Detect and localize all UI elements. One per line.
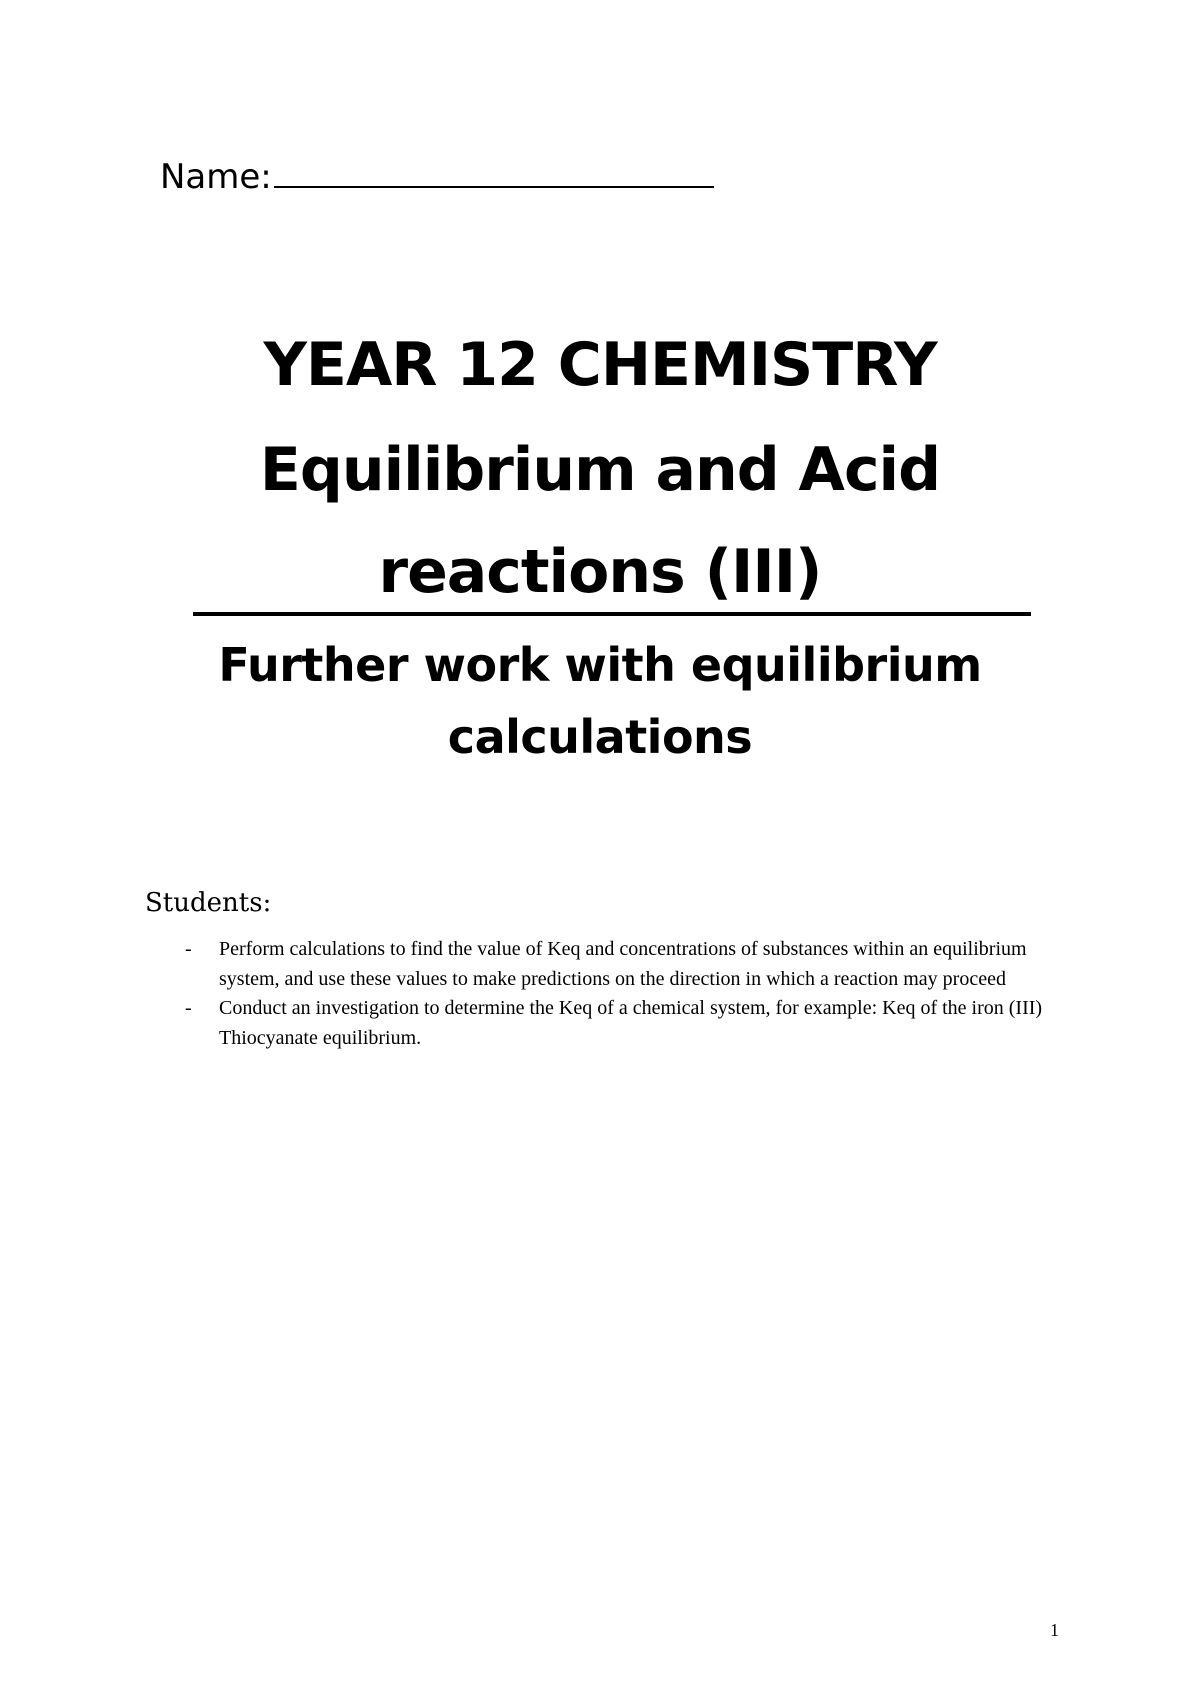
subtitle-line-1: Further work with equilibrium [218,638,982,692]
outcome-text: Conduct an investigation to determine the Keq of a chemical system, for example: Keq of the iron (III) Thiocyanate equilibrium. [219,997,1043,1049]
learning-outcomes-list [145,935,1065,1053]
list-bullet: - [185,997,192,1019]
name-label: Name: [160,157,272,197]
page-title: YEAR 12 CHEMISTRY [263,330,937,400]
topic-title-line-1: Equilibrium and Acid [259,435,941,505]
page-number: 1 [1050,1620,1059,1640]
list-item [145,935,1065,994]
outcome-text: Perform calculations to find the value of Keq and concentrations of substances within an equilibrium system, and use these values to make predictions on the direction in which a reaction may proceed [219,938,1027,990]
list-item [145,994,1065,1053]
name-field [160,150,714,202]
title-divider [193,612,1031,616]
topic-title-line-2: reactions (III) [378,537,822,607]
list-bullet: - [185,938,192,960]
students-heading: Students: [145,888,272,918]
name-blank-line [274,150,714,188]
subtitle-line-2: calculations [447,710,753,764]
